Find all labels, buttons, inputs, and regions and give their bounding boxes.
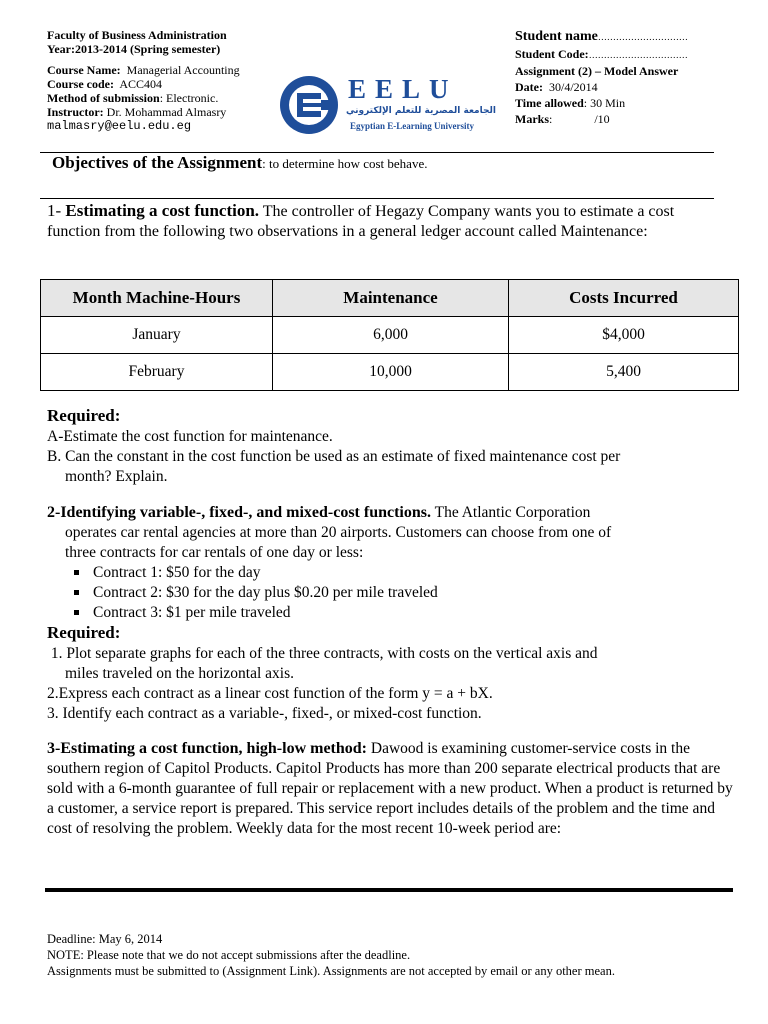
student-info — [515, 29, 755, 126]
student-name-field[interactable]: ………………………… — [597, 32, 688, 42]
footer-divider — [45, 888, 733, 892]
required-1-b-line1: B. Can the constant in the cost function be used as an estimate of fixed maintenance cost per — [47, 448, 621, 465]
table-cell: $4,000 — [509, 317, 739, 354]
required-1-b-line2: month? Explain. — [65, 468, 168, 485]
objectives-text: : to determine how cost behave. — [262, 156, 428, 171]
table-cell: February — [41, 354, 273, 391]
table-row — [41, 354, 739, 391]
eelu-logo — [278, 72, 496, 138]
contract-1: Contract 1: $50 for the day — [93, 564, 261, 581]
course-code: ACC404 — [119, 77, 163, 91]
section-2-title: 2-Identifying variable-, fixed-, and mixed-cost functions. — [47, 504, 431, 521]
submission-instructions: Assignments must be submitted to (Assignment Link). Assignments are not accepted by email or any other mean. — [47, 964, 615, 978]
objectives — [52, 153, 427, 173]
column-header: Costs Incurred — [509, 280, 739, 317]
marks-value: : /10 — [549, 112, 610, 126]
section-3-title: 3-Estimating a cost function, high-low method: — [47, 740, 368, 757]
list-item — [47, 563, 727, 583]
student-code-label: Student Code: — [515, 47, 589, 61]
contract-2: Contract 2: $30 for the day plus $0.20 per mile traveled — [93, 584, 438, 601]
column-header: Maintenance — [273, 280, 509, 317]
required-1 — [47, 406, 727, 487]
instructor-name: Dr. Mohammad Almasry — [106, 105, 227, 119]
required-1-a: A-Estimate the cost function for maintenance. — [47, 428, 333, 445]
footer — [47, 931, 747, 979]
course-name-label: Course Name: — [47, 63, 121, 77]
section-2-text-3: three contracts for car rentals of one day or less: — [65, 544, 364, 561]
contract-3: Contract 3: $1 per mile traveled — [93, 604, 291, 621]
section-2 — [47, 503, 727, 724]
section-2-text-2: operates car rental agencies at more than 20 airports. Customers can choose from one of — [65, 524, 612, 541]
section-2-text-1: The Atlantic Corporation — [431, 504, 591, 521]
required-2-title: Required: — [47, 623, 121, 642]
maintenance-table — [40, 279, 739, 391]
required-2-item-3: 3. Identify each contract as a variable-, fixed-, or mixed-cost function. — [47, 705, 482, 722]
late-submission-note: NOTE: Please note that we do not accept submissions after the deadline. — [47, 948, 411, 962]
table-row — [41, 317, 739, 354]
deadline: Deadline: May 6, 2014 — [47, 932, 163, 946]
academic-year: Year:2013-2014 (Spring semester) — [47, 42, 221, 56]
required-2-item-1a: 1. Plot separate graphs for each of the three contracts, with costs on the vertical axis and — [47, 645, 598, 662]
faculty-name: Faculty of Business Administration — [47, 28, 227, 42]
logo-brand: EELU — [348, 74, 458, 104]
time-value: : 30 Min — [583, 96, 626, 110]
section-1-title: Estimating a cost function. — [65, 201, 260, 220]
bullet-icon — [74, 590, 79, 595]
section-1-number: 1- — [47, 201, 66, 220]
table-cell: 10,000 — [273, 354, 509, 391]
submission-label: Method of submission — [47, 91, 160, 105]
bullet-icon — [74, 610, 79, 615]
table-cell: 5,400 — [509, 354, 739, 391]
table-cell: January — [41, 317, 273, 354]
logo-arabic: الجامعة المصرية للتعلم الإلكتروني — [346, 106, 496, 116]
student-name-label: Student name — [515, 29, 598, 44]
table-cell: 6,000 — [273, 317, 509, 354]
logo-english: Egyptian E-Learning University — [350, 121, 475, 131]
date-value: 30/4/2014 — [548, 80, 598, 94]
course-code-label: Course code: — [47, 77, 114, 91]
assignment-title: Assignment (2) – Model Answer — [515, 64, 679, 78]
required-2-item-1b: miles traveled on the horizontal axis. — [65, 665, 294, 682]
student-code-field[interactable]: …………………………… — [588, 50, 688, 60]
required-2-item-2: 2.Express each contract as a linear cost function of the form y = a + bX. — [47, 685, 493, 702]
column-header: Month Machine-Hours — [41, 280, 273, 317]
table-header-row — [41, 280, 739, 317]
date-label: Date: — [515, 80, 543, 94]
section-3-text: Dawood is examining customer-service costs in the southern region of Capitol Products. Capitol Products has more than 200 separate electrical products that are sold with a 6-month guarantee of full repair or replacement with a new product. When a product is returned by a customer, a service report is prepared. This service report includes details of the problem and the time and cost of resolving the problem. Weekly data for the most recent 10-week period are: — [47, 740, 733, 837]
instructor-label: Instructor: — [47, 105, 104, 119]
section-1 — [47, 201, 727, 242]
course-info — [47, 28, 277, 133]
bullet-icon — [74, 570, 79, 575]
instructor-email[interactable]: malmasry@eelu.edu.eg — [47, 119, 192, 133]
list-item — [47, 603, 727, 623]
required-1-title: Required: — [47, 406, 121, 425]
list-item — [47, 583, 727, 603]
objectives-label: Objectives of the Assignment — [52, 153, 263, 172]
marks-label: Marks — [515, 112, 549, 126]
course-name: Managerial Accounting — [126, 63, 240, 77]
section-1-text: The controller of Hegazy Company wants you to estimate a cost function from the following two observations in a general ledger account called Maintenance: — [47, 203, 675, 240]
time-label: Time allowed — [515, 96, 584, 110]
section-3 — [47, 739, 737, 839]
objectives-divider — [40, 198, 714, 199]
submission-method: : Electronic. — [159, 91, 219, 105]
